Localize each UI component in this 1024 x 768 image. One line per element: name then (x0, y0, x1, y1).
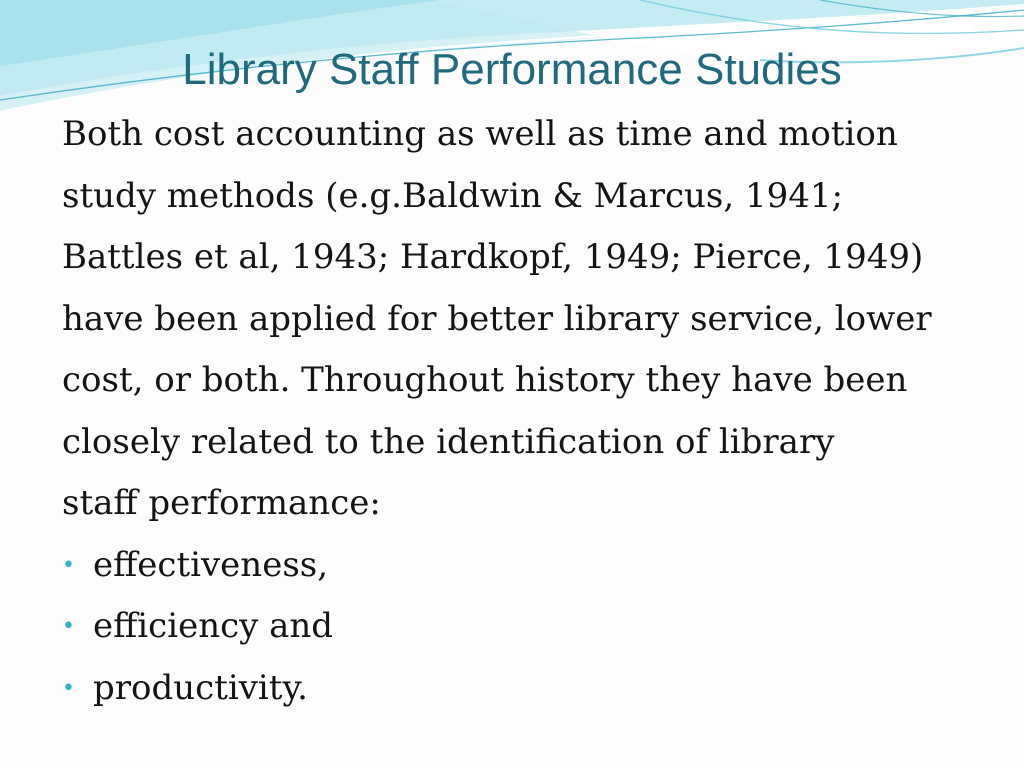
paragraph-line: cost, or both. Throughout history they have been (62, 360, 908, 400)
paragraph-line: Both cost accounting as well as time and motion (62, 114, 898, 154)
bullet-text: effectiveness, (93, 544, 329, 585)
paragraph-line: staff performance: (62, 483, 381, 523)
bullet-list (62, 535, 982, 720)
slide-body (62, 104, 982, 719)
body-paragraph (62, 104, 982, 535)
slide-title: Library Staff Performance Studies (182, 45, 842, 94)
paragraph-line: have been applied for better library service, lower (62, 298, 932, 339)
bullet-text: productivity. (93, 667, 308, 708)
bullet-dot-icon: • (62, 675, 75, 701)
bullet-dot-icon: • (62, 552, 75, 578)
bullet-item (62, 658, 982, 720)
bullet-item (62, 535, 982, 597)
paragraph-line: Battles et al, 1943; Hardkopf, 1949; Pierce, 1949) (62, 237, 924, 277)
paragraph-line: study methods (e.g.Baldwin & Marcus, 1941; (62, 175, 843, 216)
bullet-item (62, 596, 982, 658)
paragraph-line: closely related to the identification of library (62, 421, 835, 462)
bullet-dot-icon: • (62, 614, 75, 639)
bullet-text: efficiency and (93, 606, 334, 646)
